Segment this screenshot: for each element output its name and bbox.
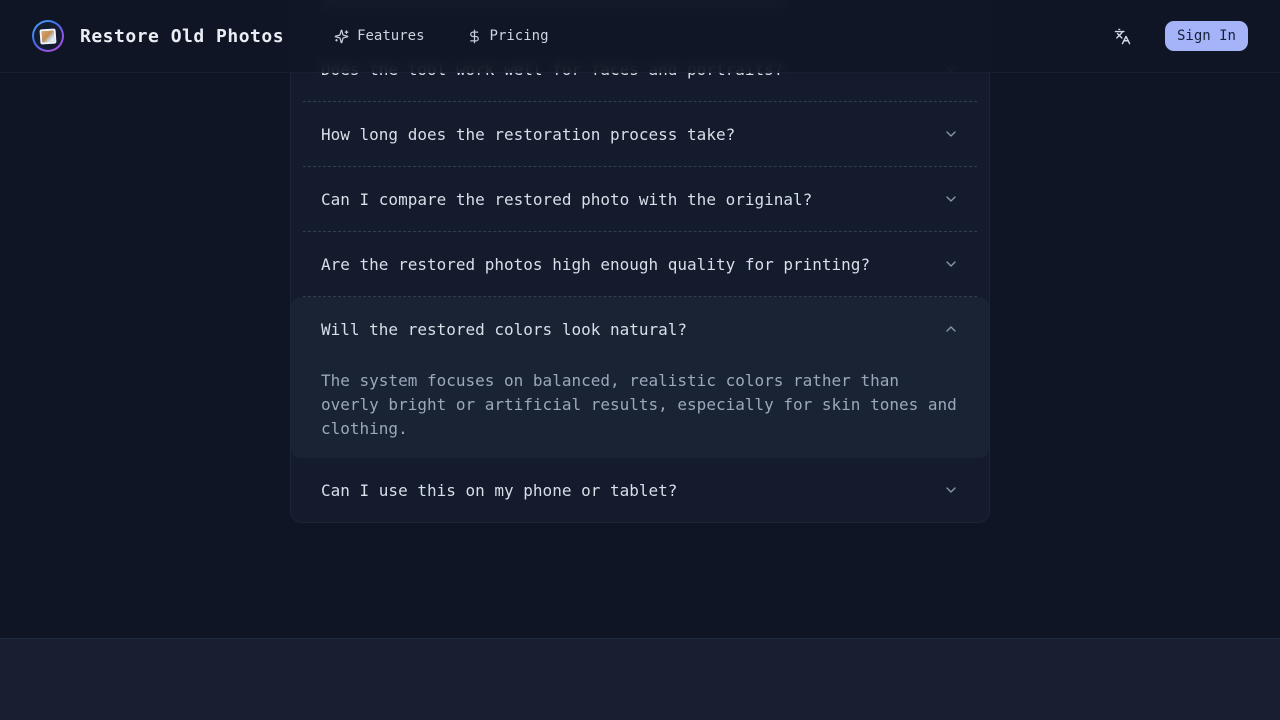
faq-item[interactable] xyxy=(291,102,989,166)
faq-question: Can I use this on my phone or tablet? xyxy=(321,480,678,500)
chevron-down-icon xyxy=(943,256,959,272)
chevron-down-icon xyxy=(943,126,959,142)
faq-item[interactable] xyxy=(291,167,989,231)
faq-item[interactable] xyxy=(291,297,989,361)
navbar-right xyxy=(1114,21,1248,51)
nav-link-label: Pricing xyxy=(489,28,549,44)
sparkles-icon xyxy=(334,29,349,44)
dollar-icon xyxy=(467,29,482,44)
chevron-up-icon xyxy=(943,321,959,337)
faq-question: Can I compare the restored photo with the original? xyxy=(321,189,813,209)
faq-item[interactable] xyxy=(291,458,989,522)
nav-links xyxy=(334,28,548,44)
nav-link-label: Features xyxy=(357,28,425,44)
language-toggle[interactable] xyxy=(1114,28,1131,45)
chevron-down-icon xyxy=(943,191,959,207)
navbar xyxy=(0,0,1280,73)
faq-question: Are the restored photos high enough quality for printing? xyxy=(321,254,871,274)
sign-in-button[interactable]: Sign In xyxy=(1165,21,1248,51)
footer xyxy=(0,638,1280,720)
nav-link-pricing[interactable] xyxy=(467,28,549,44)
chevron-down-icon xyxy=(943,482,959,498)
faq-card xyxy=(290,0,990,523)
brand-link[interactable] xyxy=(32,20,284,52)
app-logo-icon xyxy=(32,20,64,52)
languages-icon xyxy=(1114,28,1131,45)
faq-question: Will the restored colors look natural? xyxy=(321,319,688,339)
brand-title: Restore Old Photos xyxy=(80,25,285,47)
faq-item[interactable] xyxy=(291,232,989,296)
nav-link-features[interactable] xyxy=(334,28,424,44)
faq-answer: The system focuses on balanced, realistic colors rather than overly bright or artificial results, especially for skin tones and clothing. xyxy=(321,371,957,438)
faq-item-expanded xyxy=(291,297,989,458)
faq-question: How long does the restoration process take? xyxy=(321,124,736,144)
